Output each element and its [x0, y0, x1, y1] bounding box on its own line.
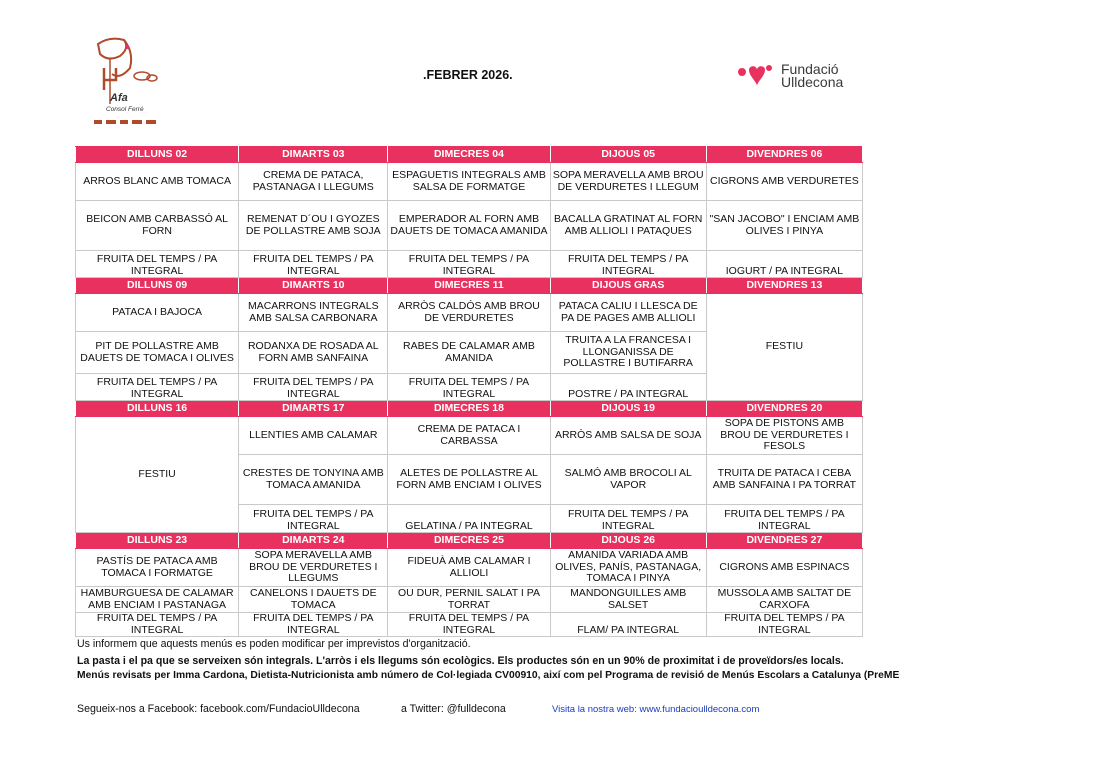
- menu-cell: "SAN JACOBO" I ENCIAM AMB OLIVES I PINYA: [706, 201, 862, 251]
- footer-line1: La pasta i el pa que se serveixen són integrals. L'arròs i els llegums són ecològics. Els productes són en un 90% de proximitat i de proveïdors/es locals.: [77, 655, 844, 667]
- menu-cell: CRESTES DE TONYINA AMB TOMACA AMANIDA: [239, 455, 388, 505]
- menu-cell: MANDONGUILLES AMB SALSET: [550, 587, 706, 613]
- hearts-icon: [735, 62, 775, 90]
- menu-cell: ESPAGUETIS INTEGRALS AMB SALSA DE FORMATGE: [388, 163, 550, 201]
- menu-cell: BEICON AMB CARBASSÓ AL FORN: [76, 201, 239, 251]
- afa-logo: [90, 34, 162, 130]
- menu-cell: CIGRONS AMB VERDURETES: [706, 163, 862, 201]
- menu-cell: ARRÒS CALDÓS AMB BROU DE VERDURETES: [388, 294, 550, 332]
- menu-cell: RODANXA DE ROSADA AL FORN AMB SANFAINA: [239, 332, 388, 374]
- second-course-row: [76, 587, 863, 613]
- day-header: DIMECRES 18: [388, 401, 550, 417]
- day-header: DIMECRES 04: [388, 147, 550, 163]
- menu-cell: PATACA CALIU I LLESCA DE PA DE PAGES AMB ALLIOLI: [550, 294, 706, 332]
- menu-cell: LLENTIES AMB CALAMAR: [239, 417, 388, 455]
- day-header: DIMARTS 17: [239, 401, 388, 417]
- menu-cell: ALETES DE POLLASTRE AL FORN AMB ENCIAM I OLIVES: [388, 455, 550, 505]
- first-course-row: [76, 549, 863, 587]
- holiday-cell: FESTIU: [76, 417, 239, 533]
- menu-cell: TRUITA A LA FRANCESA I LLONGANISSA DE POLLASTRE I BUTIFARRA: [550, 332, 706, 374]
- day-header: DIMECRES 25: [388, 533, 550, 549]
- dessert-row: [76, 613, 863, 637]
- menu-cell: ARROS BLANC AMB TOMACA: [76, 163, 239, 201]
- menu-cell: OU DUR, PERNIL SALAT I PA TORRAT: [388, 587, 550, 613]
- menu-cell: FRUITA DEL TEMPS / PA INTEGRAL: [388, 374, 550, 401]
- menu-cell: MUSSOLA AMB SALTAT DE CARXOFA: [706, 587, 862, 613]
- day-header: DIMECRES 11: [388, 278, 550, 294]
- menu-cell: MACARRONS INTEGRALS AMB SALSA CARBONARA: [239, 294, 388, 332]
- first-course-row: [76, 163, 863, 201]
- dessert-row: [76, 251, 863, 278]
- week-header-row: [76, 147, 863, 163]
- day-header: DIJOUS 05: [550, 147, 706, 163]
- fundacio-logo: [735, 62, 843, 90]
- menu-cell: HAMBURGUESA DE CALAMAR AMB ENCIAM I PASTANAGA: [76, 587, 239, 613]
- menu-cell: FRUITA DEL TEMPS / PA INTEGRAL: [706, 613, 862, 637]
- menu-cell: CREMA DE PATACA, PASTANAGA I LLEGUMS: [239, 163, 388, 201]
- menu-cell: FRUITA DEL TEMPS / PA INTEGRAL: [550, 251, 706, 278]
- menu-cell: FRUITA DEL TEMPS / PA INTEGRAL: [239, 251, 388, 278]
- day-header: DIJOUS 26: [550, 533, 706, 549]
- page-title: .FEBRER 2026.: [423, 68, 513, 82]
- menu-cell: FLAM/ PA INTEGRAL: [550, 613, 706, 637]
- day-header: DILLUNS 09: [76, 278, 239, 294]
- first-course-row: [76, 294, 863, 332]
- facebook-link[interactable]: Segueix-nos a Facebook: facebook.com/FundacioUlldecona: [77, 703, 360, 715]
- menu-cell: PATACA I BAJOCA: [76, 294, 239, 332]
- week-header-row: [76, 278, 863, 294]
- menu-cell: REMENAT D´OU I GYOZES DE POLLASTRE AMB SOJA: [239, 201, 388, 251]
- menu-cell: CREMA DE PATACA I CARBASSA: [388, 417, 550, 455]
- menu-cell: SOPA MERAVELLA AMB BROU DE VERDURETES I LLEGUMS: [239, 549, 388, 587]
- menu-cell: IOGURT / PA INTEGRAL: [706, 251, 862, 278]
- day-header: DIVENDRES 13: [706, 278, 862, 294]
- menu-cell: FRUITA DEL TEMPS / PA INTEGRAL: [706, 505, 862, 533]
- menu-cell: FRUITA DEL TEMPS / PA INTEGRAL: [388, 613, 550, 637]
- menu-cell: FRUITA DEL TEMPS / PA INTEGRAL: [239, 505, 388, 533]
- afa-logo-text: Afa: [110, 92, 128, 104]
- menu-cell: FRUITA DEL TEMPS / PA INTEGRAL: [550, 505, 706, 533]
- day-header: DIMARTS 10: [239, 278, 388, 294]
- menu-cell: FRUITA DEL TEMPS / PA INTEGRAL: [388, 251, 550, 278]
- menu-cell: AMANIDA VARIADA AMB OLIVES, PANÍS, PASTANAGA, TOMACA I PINYA: [550, 549, 706, 587]
- menu-cell: PIT DE POLLASTRE AMB DAUETS DE TOMACA I OLIVES: [76, 332, 239, 374]
- menu-cell: FRUITA DEL TEMPS / PA INTEGRAL: [239, 613, 388, 637]
- menu-cell: SOPA MERAVELLA AMB BROU DE VERDURETES I LLEGUM: [550, 163, 706, 201]
- menu-cell: CIGRONS AMB ESPINACS: [706, 549, 862, 587]
- menu-cell: FIDEUÀ AMB CALAMAR I ALLIOLI: [388, 549, 550, 587]
- menu-cell: GELATINA / PA INTEGRAL: [388, 505, 550, 533]
- menu-cell: EMPERADOR AL FORN AMB DAUETS DE TOMACA AMANIDA: [388, 201, 550, 251]
- first-course-row: [76, 417, 863, 455]
- menu-cell: FRUITA DEL TEMPS / PA INTEGRAL: [76, 374, 239, 401]
- menu-table: [75, 146, 863, 637]
- day-header: DILLUNS 23: [76, 533, 239, 549]
- menu-cell: BACALLA GRATINAT AL FORN AMB ALLIOLI I PATAQUES: [550, 201, 706, 251]
- menu-cell: TRUITA DE PATACA I CEBA AMB SANFAINA I PA TORRAT: [706, 455, 862, 505]
- menu-cell: ARRÒS AMB SALSA DE SOJA: [550, 417, 706, 455]
- second-course-row: [76, 201, 863, 251]
- day-header: DIMARTS 24: [239, 533, 388, 549]
- footer-note: Us informem que aquests menús es poden modificar per imprevistos d'organització.: [77, 638, 471, 650]
- afa-logo-subtitle: Consol Ferré: [106, 106, 144, 113]
- day-header: DILLUNS 02: [76, 147, 239, 163]
- day-header: DIJOUS 19: [550, 401, 706, 417]
- fundacio-logo-line2: Ulldecona: [781, 74, 844, 90]
- menu-cell: POSTRE / PA INTEGRAL: [550, 374, 706, 401]
- menu-cell: RABES DE CALAMAR AMB AMANIDA: [388, 332, 550, 374]
- menu-cell: FRUITA DEL TEMPS / PA INTEGRAL: [239, 374, 388, 401]
- menu-cell: PASTÍS DE PATACA AMB TOMACA I FORMATGE: [76, 549, 239, 587]
- day-header: DIVENDRES 20: [706, 401, 862, 417]
- menu-cell: SALMÓ AMB BROCOLI AL VAPOR: [550, 455, 706, 505]
- menu-cell: FRUITA DEL TEMPS / PA INTEGRAL: [76, 613, 239, 637]
- week-header-row: [76, 533, 863, 549]
- week-header-row: [76, 401, 863, 417]
- day-header: DIVENDRES 06: [706, 147, 862, 163]
- footer-line2: Menús revisats per Imma Cardona, Dietista-Nutricionista amb número de Col·legiada CV00910, així com pel Programa de revisió de Menús Escolars a Catalunya (PreME: [77, 670, 900, 681]
- holiday-cell: FESTIU: [706, 294, 862, 401]
- menu-cell: SOPA DE PISTONS AMB BROU DE VERDURETES I FESOLS: [706, 417, 862, 455]
- day-header: DIMARTS 03: [239, 147, 388, 163]
- twitter-link[interactable]: a Twitter: @fulldecona: [401, 703, 506, 715]
- day-header: DIVENDRES 27: [706, 533, 862, 549]
- menu-cell: CANELONS I DAUETS DE TOMACA: [239, 587, 388, 613]
- fundacio-logo-line1: Fundació: [781, 61, 839, 77]
- day-header: DIJOUS GRAS: [550, 278, 706, 294]
- day-header: DILLUNS 16: [76, 401, 239, 417]
- menu-cell: FRUITA DEL TEMPS / PA INTEGRAL: [76, 251, 239, 278]
- website-link[interactable]: Visita la nostra web: www.fundacioulldecona.com: [552, 704, 760, 715]
